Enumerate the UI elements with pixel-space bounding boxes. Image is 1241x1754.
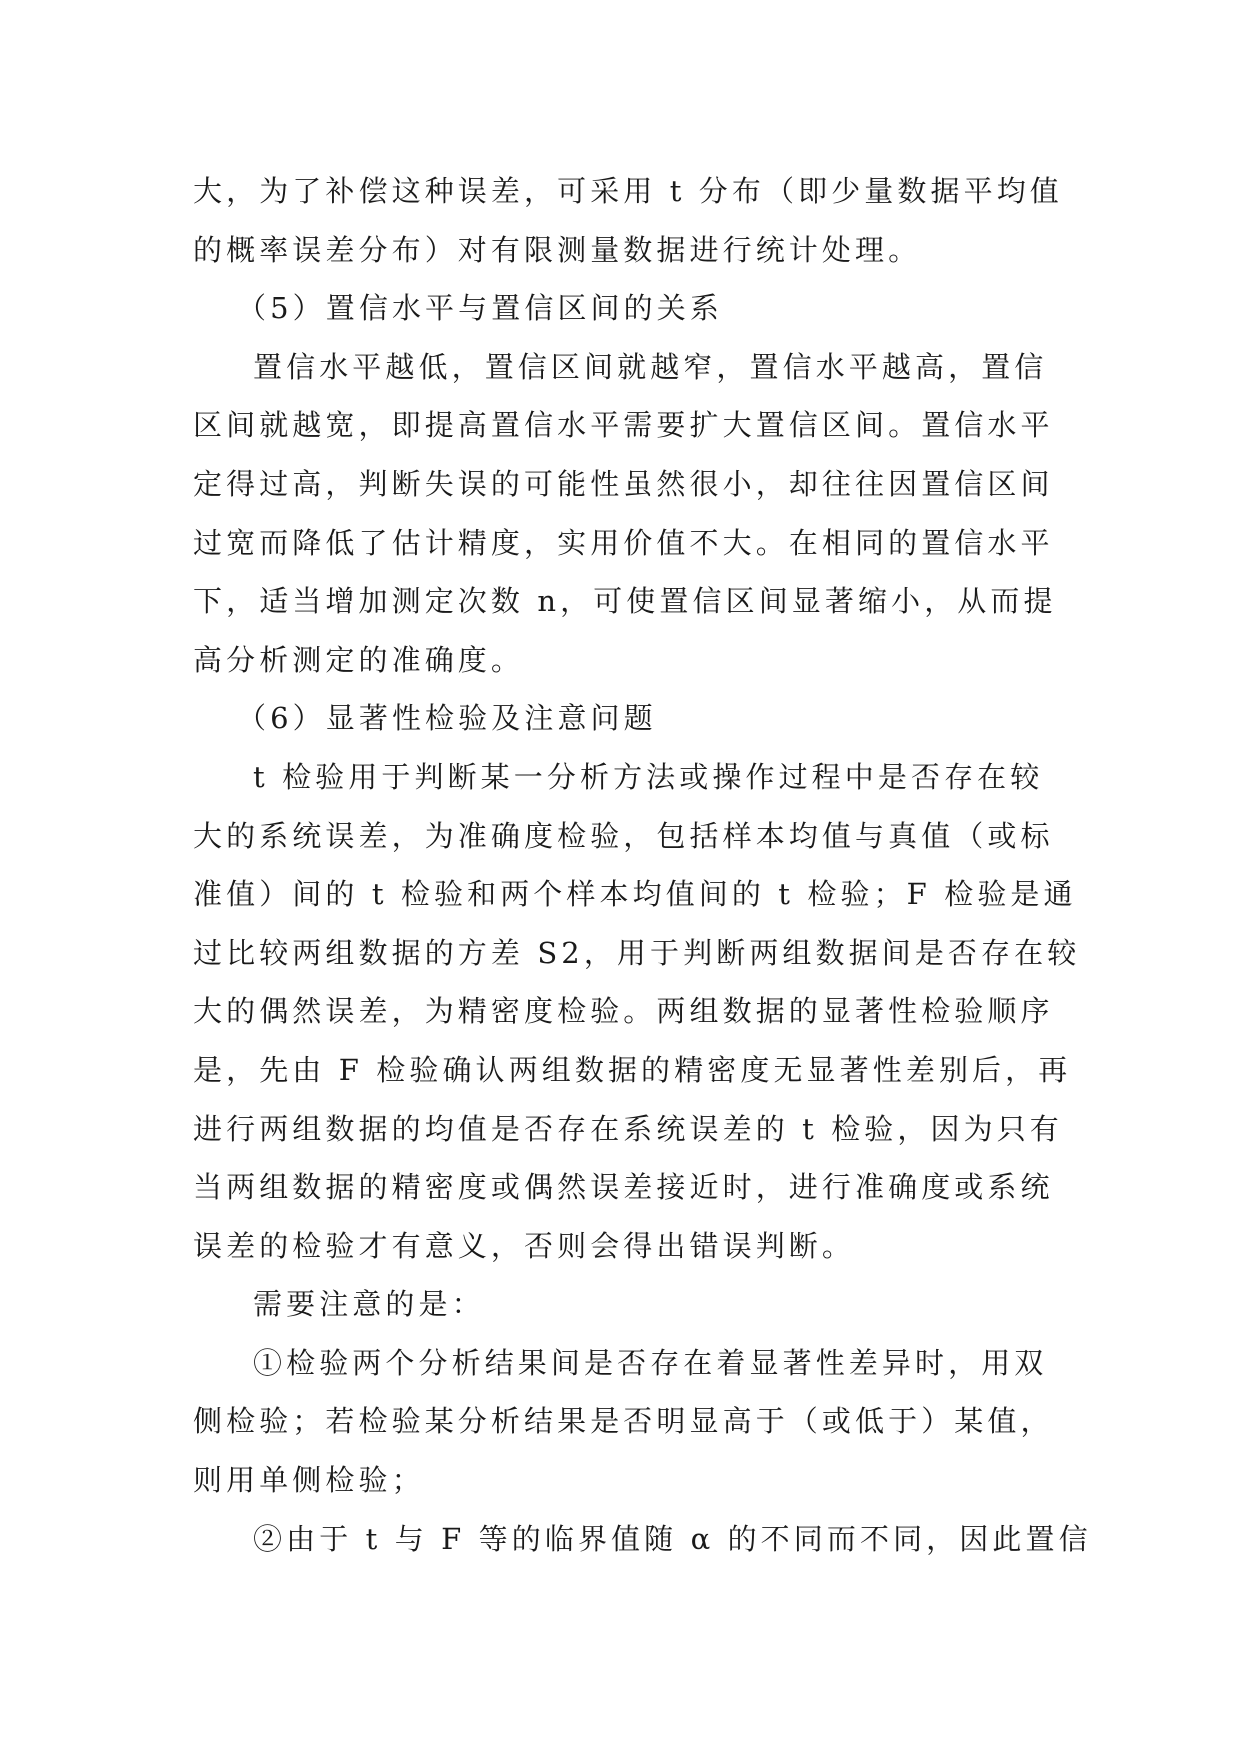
- note-item-1-line: ①检验两个分析结果间是否存在着显著性差异时，用双: [253, 1345, 1048, 1380]
- paragraph-line: 当两组数据的精密度或偶然误差接近时，进行准确度或系统: [193, 1170, 1054, 1205]
- paragraph-line: 区间就越宽，即提高置信水平需要扩大置信区间。置信水平: [193, 408, 1054, 443]
- paragraph-line: 过比较两组数据的方差 S2，用于判断两组数据间是否存在较: [193, 935, 1081, 970]
- paragraph-line: 准值）间的 t 检验和两个样本均值间的 t 检验；F 检验是通: [193, 877, 1077, 912]
- paragraph-line: 大，为了补偿这种误差，可采用 t 分布（即少量数据平均值: [193, 174, 1063, 208]
- paragraph-line: 大的系统误差，为准确度检验，包括样本均值与真值（或标: [193, 818, 1054, 853]
- note-item-1-line: 侧检验；若检验某分析结果是否明显高于（或低于）某值，: [193, 1404, 1054, 1439]
- paragraph-line: 下，适当增加测定次数 n，可使置信区间显著缩小，从而提: [193, 584, 1057, 619]
- paragraph-line: 定得过高，判断失误的可能性虽然很小，却往往因置信区间: [193, 466, 1054, 501]
- paragraph-line: 过宽而降低了估计精度，实用价值不大。在相同的置信水平: [193, 525, 1054, 560]
- note-item-1-line: 则用单侧检验；: [193, 1463, 425, 1498]
- paragraph-line: 大的偶然误差，为精密度检验。两组数据的显著性检验顺序: [193, 994, 1054, 1029]
- section-heading-6: （6）显著性检验及注意问题: [237, 701, 657, 736]
- paragraph-line: 置信水平越低，置信区间就越窄，置信水平越高，置信: [253, 349, 1048, 384]
- paragraph-line: 进行两组数据的均值是否存在系统误差的 t 检验，因为只有: [193, 1111, 1063, 1146]
- paragraph-line: t 检验用于判断某一分析方法或操作过程中是否存在较: [253, 759, 1044, 794]
- paragraph-line: 的概率误差分布）对有限测量数据进行统计处理。: [193, 232, 922, 267]
- document-text: [193, 162, 1092, 1568]
- note-intro-line: 需要注意的是：: [253, 1287, 485, 1322]
- note-item-2-line: ②由于 t 与 F 等的临界值随 α 的不同而不同，因此置信: [253, 1521, 1092, 1556]
- section-heading-5: （5）置信水平与置信区间的关系: [237, 291, 723, 326]
- paragraph-line: 高分析测定的准确度。: [193, 642, 525, 677]
- paragraph-line: 误差的检验才有意义，否则会得出错误判断。: [193, 1228, 856, 1263]
- paragraph-line: 是，先由 F 检验确认两组数据的精密度无显著性差别后，再: [193, 1052, 1072, 1087]
